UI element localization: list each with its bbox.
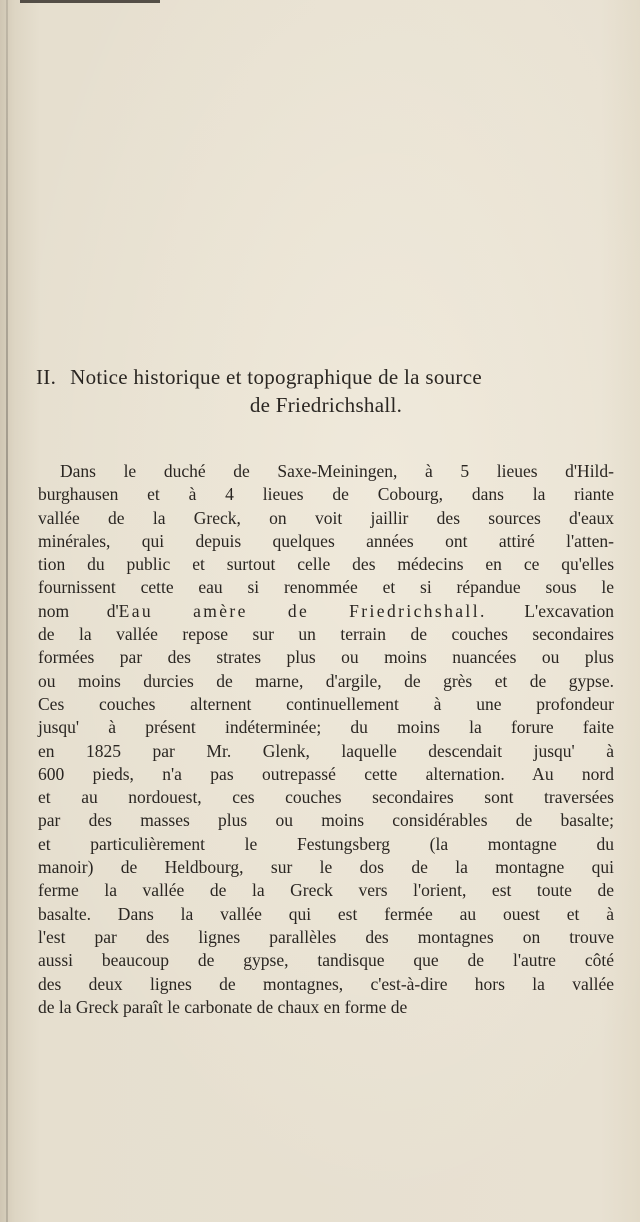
spaced-name: Eau amère de Friedrichshall. (118, 600, 487, 621)
text-fragment: de (38, 624, 79, 645)
text-line: Ces couches alternent continuellement à une profondeur (38, 693, 614, 714)
section-title-line1: Notice historique et topographique de la source (70, 365, 482, 389)
text-line: basalte. Dans la vallée qui est fermée au ouest et à (38, 903, 614, 924)
text-line (38, 623, 614, 646)
text-line: minérales, qui depuis quelques années ont attiré l'atten- (38, 530, 614, 551)
text-fragment: la vallée repose sur un terrain de couches secondaires (79, 624, 614, 645)
text-line: vallée de la Greck, on voit jaillir des sources d'eaux (38, 507, 614, 528)
text-line: tion du public et surtout celle des médecins en ce qu'elles (38, 554, 614, 575)
text-line: manoir) de Heldbourg, sur le dos de la montagne qui (38, 857, 614, 878)
text-line: 600 pieds, n'a pas outrepassé cette alternation. Au nord (38, 763, 614, 784)
text-line: aussi beaucoup de gypse, tandisque que de l'autre côté (38, 950, 614, 971)
text-line: de la Greck paraît le carbonate de chaux en forme de (38, 996, 408, 1017)
text-line: ferme la vallée de la Greck vers l'orient, est toute de (38, 880, 614, 901)
text-fragment: L'excavation (486, 600, 615, 621)
body-paragraph (38, 460, 614, 1019)
top-edge-mark (20, 0, 160, 3)
text-line: par des masses plus ou moins considérables de basalte; (38, 810, 614, 831)
text-line (38, 600, 614, 623)
text-line: fournissent cette eau si renommée et si répandue sous le (38, 577, 614, 598)
text-line: Dans le duché de Saxe-Meiningen, à 5 lieues d'Hild- (60, 461, 614, 481)
text-fragment: nom d' (38, 600, 119, 621)
text-line: l'est par des lignes parallèles des montagnes on trouve (38, 926, 614, 947)
text-line: burghausen et à 4 lieues de Cobourg, dans la riante (38, 484, 614, 505)
text-line: et au nordouest, ces couches secondaires sont traversées (38, 787, 614, 808)
text-line: jusqu' à présent indéterminée; du moins la forure faite (38, 717, 614, 738)
text-line: ou moins durcies de marne, d'argile, de grès et de gypse. (38, 670, 614, 691)
text-line: formées par des strates plus ou moins nuancées ou plus (38, 647, 614, 668)
text-line: et particulièrement le Festungsberg (la montagne du (38, 833, 614, 854)
text-line: des deux lignes de montagnes, c'est-à-dire hors la vallée (38, 973, 614, 994)
section-heading (36, 363, 616, 419)
text-line: en 1825 par Mr. Glenk, laquelle descendait jusqu' à (38, 740, 614, 761)
section-title-line2: de Friedrichshall. (249, 393, 403, 417)
binding-gutter (6, 0, 8, 1222)
section-number: II. (36, 365, 57, 389)
